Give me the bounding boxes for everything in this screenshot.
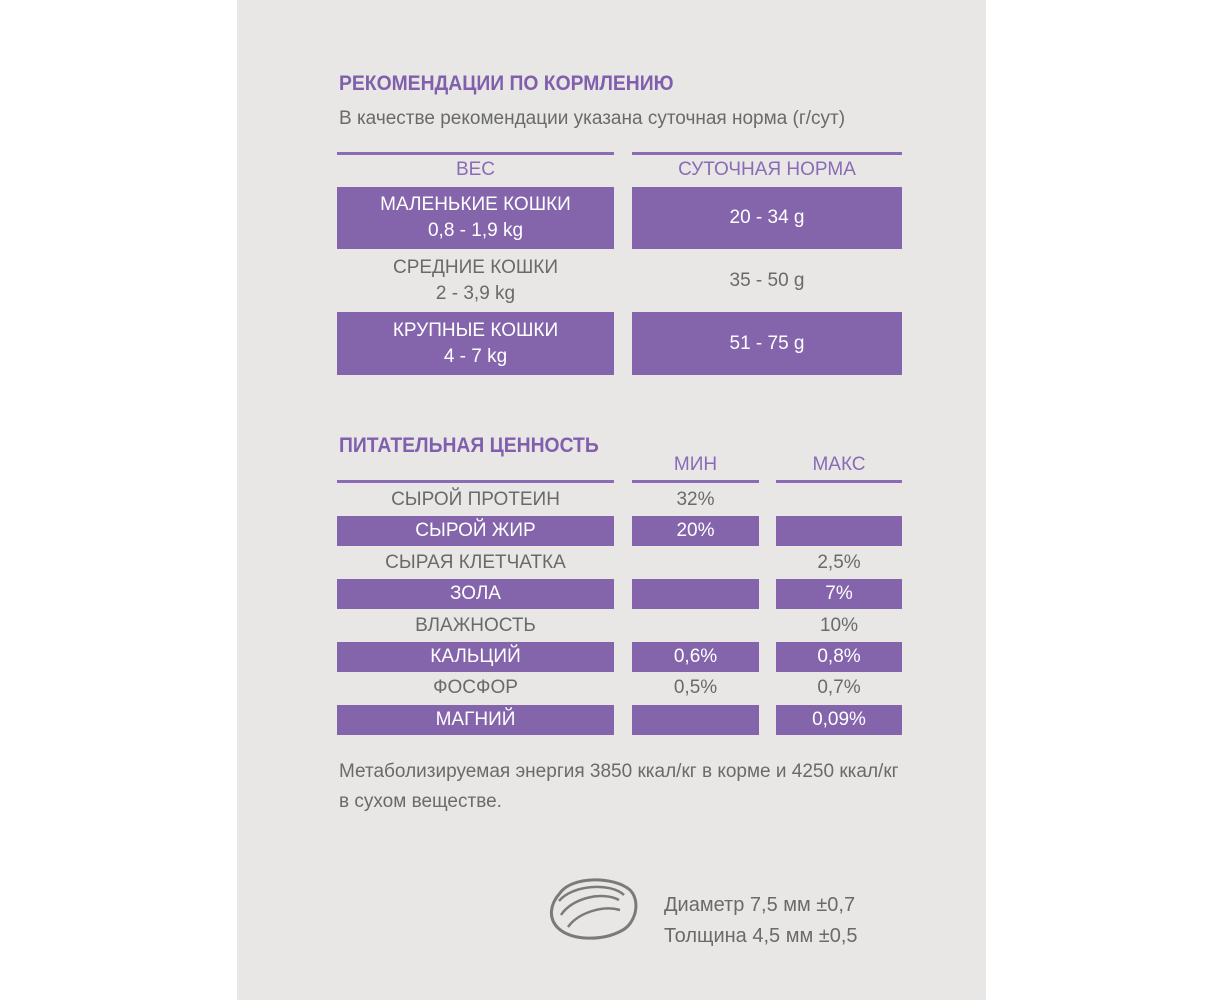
nutrient-min bbox=[632, 548, 759, 578]
nutrient-max: 2,5% bbox=[817, 552, 861, 573]
nutrient-min: 20% bbox=[632, 516, 759, 546]
feeding-row-norm bbox=[632, 187, 902, 249]
nutrition-title: ПИТАТЕЛЬНАЯ ЦЕННОСТЬ bbox=[339, 434, 599, 457]
nutrient-name: МАГНИЙ bbox=[337, 705, 614, 735]
nutrient-max: 7% bbox=[776, 579, 902, 609]
kibble-icon bbox=[546, 868, 640, 946]
header-daily-norm: СУТОЧНАЯ НОРМА bbox=[632, 152, 902, 184]
nutrition-header-line bbox=[337, 480, 614, 483]
nutrient-max: 0,09% bbox=[776, 705, 902, 735]
nutrient-name: КАЛЬЦИЙ bbox=[337, 642, 614, 672]
feeding-row-norm bbox=[632, 250, 902, 312]
nutrient-name: ФОСФОР bbox=[433, 677, 518, 698]
feeding-row-norm bbox=[632, 312, 902, 375]
nutrition-header-line bbox=[776, 480, 902, 483]
nutrient-max: 10% bbox=[819, 615, 859, 636]
feeding-row-weight bbox=[337, 250, 614, 312]
weight-range: 0,8 - 1,9 kg bbox=[427, 220, 524, 241]
nutrient-name: СЫРАЯ КЛЕТЧАТКА bbox=[385, 552, 566, 573]
header-max: МАКС bbox=[812, 454, 866, 475]
feeding-subtitle: В качестве рекомендации указана суточная норма (г/сут) bbox=[339, 108, 846, 129]
nutrient-min: 0,6% bbox=[632, 642, 759, 672]
nutrient-max bbox=[776, 485, 902, 515]
cat-size-label: СРЕДНИЕ КОШКИ bbox=[392, 257, 559, 278]
nutrient-name: ВЛАЖНОСТЬ bbox=[415, 615, 536, 636]
nutrient-name: СЫРОЙ ЖИР bbox=[337, 516, 614, 546]
nutrient-min bbox=[632, 611, 759, 641]
kibble-diameter: Диаметр 7,5 мм ±0,7 bbox=[664, 894, 856, 916]
nutrient-min: 32% bbox=[676, 489, 715, 510]
daily-norm-value: 51 - 75 g bbox=[729, 332, 805, 354]
nutrient-min: 0,5% bbox=[673, 677, 718, 698]
cat-size-label: КРУПНЫЕ КОШКИ bbox=[392, 319, 559, 341]
nutrient-max: 0,7% bbox=[817, 677, 861, 698]
header-weight: ВЕС bbox=[337, 152, 614, 184]
feeding-title: РЕКОМЕНДАЦИИ ПО КОРМЛЕНИЮ bbox=[339, 72, 674, 95]
daily-norm-value: 35 - 50 g bbox=[729, 270, 805, 291]
kibble-thickness: Толщина 4,5 мм ±0,5 bbox=[664, 925, 858, 947]
weight-range: 2 - 3,9 kg bbox=[435, 283, 516, 304]
nutrition-header-line bbox=[632, 480, 759, 483]
nutrient-max bbox=[776, 516, 902, 546]
feeding-row-weight bbox=[337, 187, 614, 249]
cat-size-label: МАЛЕНЬКИЕ КОШКИ bbox=[380, 194, 571, 215]
weight-range: 4 - 7 kg bbox=[443, 345, 508, 367]
nutrient-name: ЗОЛА bbox=[337, 579, 614, 609]
energy-note: Метаболизируемая энергия 3850 ккал/кг в корме и 4250 ккал/кг в сухом веществе. bbox=[339, 761, 899, 812]
daily-norm-value: 20 - 34 g bbox=[729, 207, 805, 228]
nutrient-min bbox=[632, 579, 759, 609]
feeding-row-weight bbox=[337, 312, 614, 375]
header-min: МИН bbox=[673, 454, 718, 475]
nutrient-name: СЫРОЙ ПРОТЕИН bbox=[391, 489, 560, 510]
nutrient-max: 0,8% bbox=[776, 642, 902, 672]
nutrient-min bbox=[632, 705, 759, 735]
